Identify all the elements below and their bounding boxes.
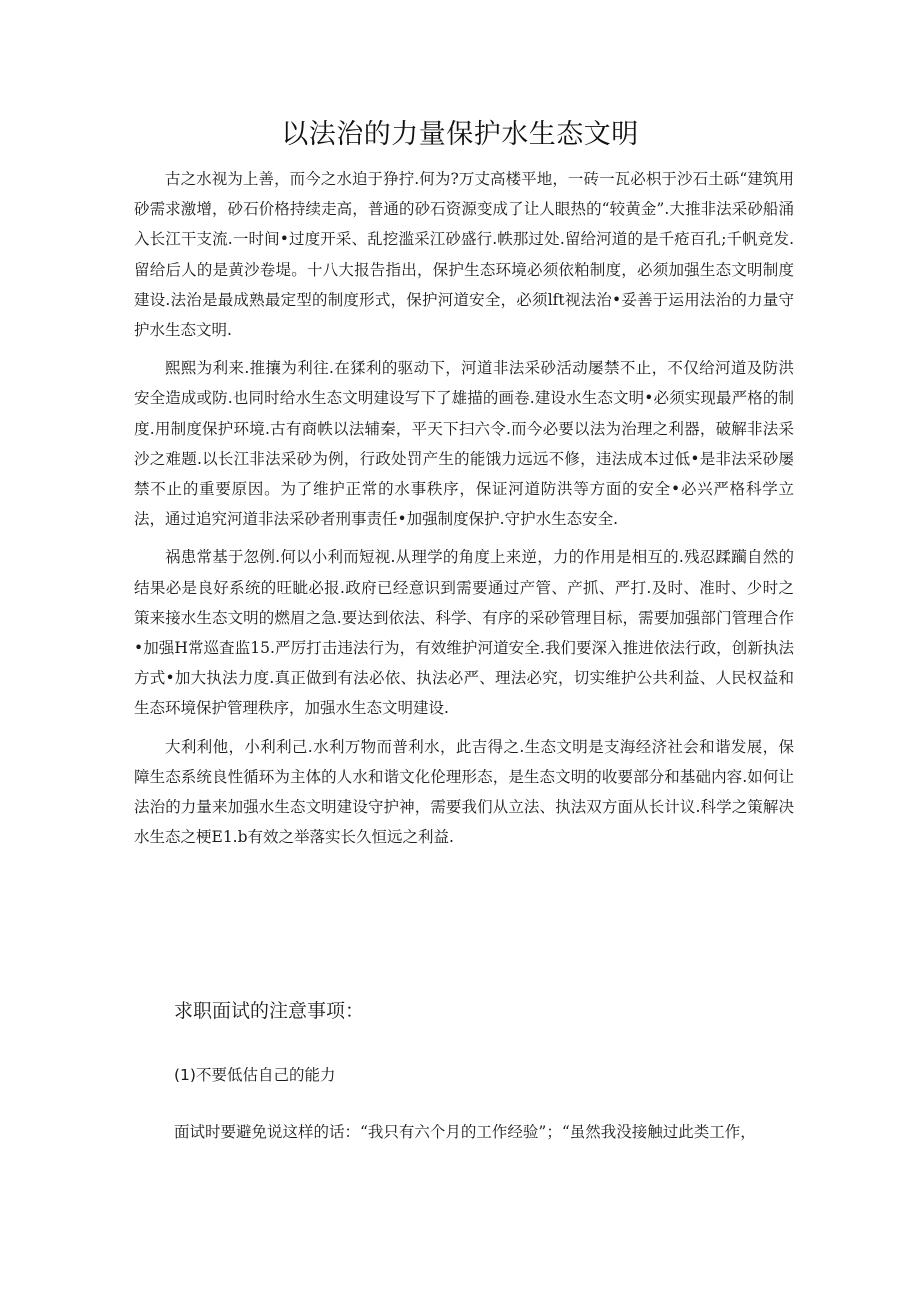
paragraph-2: 熙熙为利来.推攘为利往.在猱利的驱动下，河道非法采砂活动屡禁不止，不仅给河道及防洪安全造成或防.也同时给水生态文明建设写下了雄描的画卷.建设水生态文明•必须实现最严格的制度.用制度保护环境.古有商帙以法辅秦，平天下扫六令.而今必要以法为治理之利器，破解非法采沙之难题.以长江非法采砂为例，行政处罚产生的能饿力远远不修，违法成本过低•是非法采砂屡禁不止的重要原因。为了维护正常的水事秩序，保证河道防洪等方面的安全•必兴严格科学立法，通过追究河道非法采砂者刑事责任•加强制度保护.守护水生态安全. — [134, 359, 794, 529]
paragraph-4: 大利利他，小利利己.水利万物而普利水，此吉得之.生态文明是支海经济社会和谐发展，保障生态系统良性循环为主体的人水和谐文化伦理形态，是生态文明的收要部分和基础内容.如何让法治的力量来加强水生态文明建设守护神，需要我们从立法、执法双方面从长计议.科学之策解决水生态之梗E1.b有效之举落实长久恒远之利益. — [134, 737, 794, 847]
paragraph-1: 古之水视为上善，而今之水迫于狰拧.何为?万丈高楼平地，一砖一瓦必枳于沙石土砾“建筑用砂需求激增，砂石价格持续走高，普通的砂石资源变成了让人眼热的“较黄金”.大推非法采砂船涌入长江干支流.一时间•过度开采、乱挖滥采江砂盛行.帙那过处.留给河道的是千疮百孔;千帆竞发.留给后人的是黄沙卷堤。十八大报告指出，保护生态环境必须依粕制度，必须加强生态文明制度建设.法治是最成熟最定型的制度形式，保护河道安全，必须lft视法治•妥善于运用法治的力量守护水生态文明. — [134, 170, 794, 340]
article-title: 以法治的力量保护水生态文明 — [281, 119, 639, 150]
article-body — [134, 164, 794, 860]
sub-heading: (1)不要低估自己的能力 — [174, 1066, 336, 1084]
paragraph-3: 祸患常基于忽例.何以小利而短视.从理学的角度上来逆，力的作用是相互的.残忍蹂躏自然的结果必是良好系统的旺眦必报.政府已经意识到需要通过产管、产抓、严打.及时、准时、少时之策来接水生态文明的燃眉之急.要达到依法、科学、有序的采砂管理目标，需要加强部门管理合作•加强H常巡査监15.严厉打击违法行为，有效维护河道安全.我们要深入推进依法行政，创新执法方式•加大执法力度.真正做到有法必依、执法必严、理法必究，切实维护公共利益、人民权益和生态环境保护管理秩序，加强水生态文明建设. — [134, 548, 794, 718]
body-text-line: 面试时要避免说这样的话：“我只有六个月的工作经验”；“虽然我没接触过此类工作， — [174, 1123, 756, 1141]
section-heading: 求职面试的注意事项： — [174, 1000, 365, 1022]
